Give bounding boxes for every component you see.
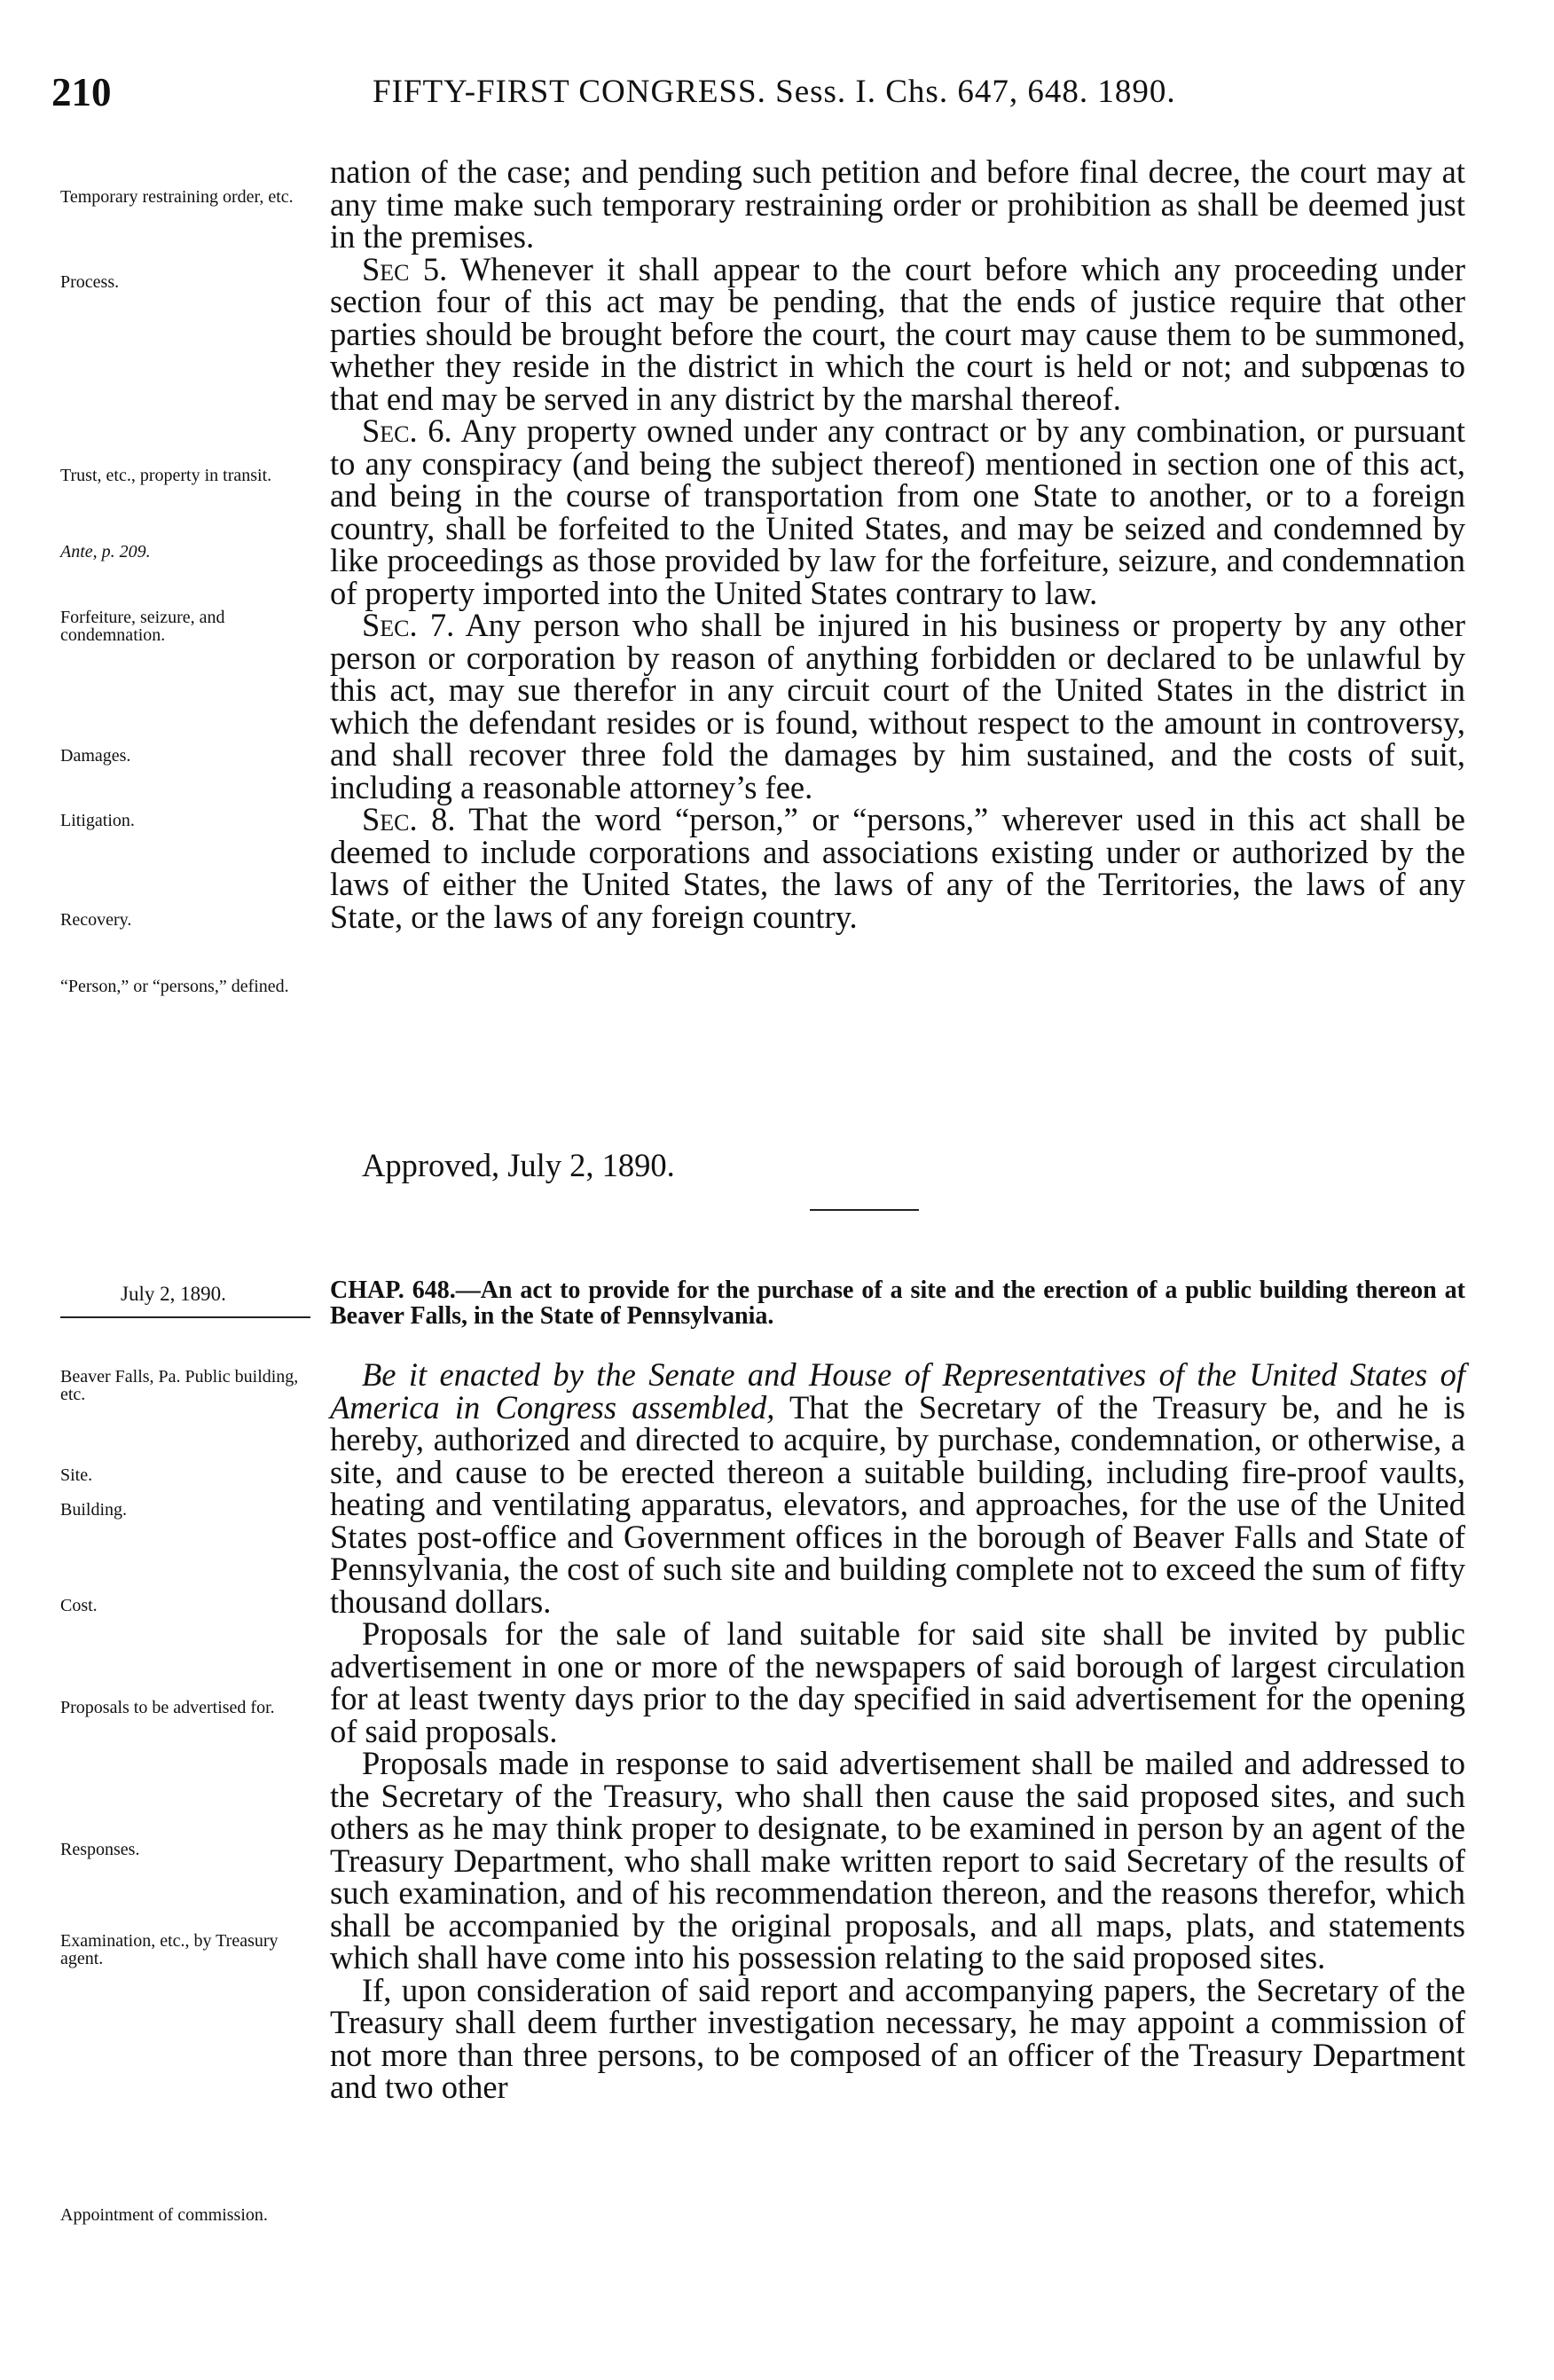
margin-note-examination: Examination, etc., by Treasury agent. [60, 1931, 279, 1968]
section-6-text: Any property owned under any contract or by any combination, or pursuant to any conspiracy (and being the subject thereof) mentioned in section one of this act, and being in the course of transportation from one State to another, or to a foreign country, shall be forfeited to the United States, and may be seized and condemned by like proceedings as those provided by law for the forfeiture, seizure, and condemnation of property imported into the United States contrary to law. [330, 412, 1465, 611]
responses-paragraph: Proposals made in response to said advertisement shall be mailed and addressed to the Secretary of the Treasury, who shall then cause the said proposed sites, and such others as he may think proper to designate, to be examined in person by an agent of the Treasury Department, who shall make written report to said Secretary of the results of such examination, and of his recommendation thereon, and the reasons therefor, which shall be accompanied by the original proposals, and all maps, plats, and statements which shall have come into his possession relating to the said proposed sites. [330, 1745, 1465, 1975]
enacting-text: That the Secretary of the Treasury be, and he is hereby, authorized and directed to acquire, by purchase, condemnation, or otherwise, a site, and cause to be erected thereon a suitable building, including fire-proof vaults, heating and ventilating apparatus, elevators, and approaches, for the use of the United States post-office and Government offices in the borough of Beaver Falls and State of Pennsylvania, the cost of such site and building complete not to exceed the sum of fifty thousand dollars. [330, 1388, 1465, 1620]
margin-note-litigation: Litigation. [60, 811, 135, 830]
proposals-paragraph: Proposals for the sale of land suitable for said site shall be invited by public advertisement in one or more of the newspapers of said borough of largest circulation for at least twenty days prior to the day specified in said advertisement for the opening of said proposals. [330, 1615, 1465, 1749]
running-head: FIFTY-FIRST CONGRESS. Sess. I. Chs. 647, 648. 1890. [373, 74, 1176, 110]
chapter-date-note: July 2, 1890. [121, 1283, 226, 1305]
section-8 [330, 801, 1465, 935]
margin-note-recovery: Recovery. [60, 910, 132, 930]
page-header [0, 69, 1554, 122]
margin-note-appointment: Appointment of commission. [60, 2205, 268, 2225]
enacting-paragraph [330, 1356, 1465, 1620]
chapter-648-title: CHAP. 648.—An act to provide for the purchase of a site and the erection of a public building thereon at Beaver Falls, in the State of Pennsylvania. [330, 1276, 1465, 1330]
section-7-label: Sec. 7. [362, 607, 455, 643]
chapter-648-body [330, 1356, 1465, 2105]
section-7 [330, 609, 1465, 804]
margin-note-person-defined: “Person,” or “persons,” defined. [60, 977, 289, 996]
approval-line: Approved, July 2, 1890. [362, 1147, 675, 1183]
margin-note-beaver-falls: Beaver Falls, Pa. Public building, etc. [60, 1367, 299, 1404]
section-divider-rule [810, 1209, 919, 1211]
date-underline-rule [60, 1316, 310, 1318]
section-5-label: Sec 5. [362, 250, 448, 287]
margin-note-site: Site. [60, 1465, 93, 1485]
section-8-label: Sec. 8. [362, 801, 456, 837]
enacting-clause: Be it enacted by the Senate and House of Representatives of the United States of America in Congress assembled, [330, 1356, 1465, 1426]
section-8-text: That the word “person,” or “persons,” wherever used in this act shall be deemed to include corporations and associations existing under or authorized by the laws of either the United States, the laws of any of the Territories, the laws of any State, or the laws of any foreign country. [330, 801, 1465, 935]
margin-note-temporary-restraining: Temporary restraining order, etc. [60, 187, 294, 207]
section-6-label: Sec. 6. [362, 412, 452, 449]
paragraph-continuation: nation of the case; and pending such petition and before final decree, the court may at any time make such temporary restraining order or prohibition as shall be deemed just in the premises. [330, 153, 1465, 255]
commission-paragraph: If, upon consideration of said report and accompanying papers, the Secretary of the Treasury shall deem further investigation necessary, he may appoint a commission of not more than three persons, to be composed of an officer of the Treasury Department and two other [330, 1971, 1465, 2105]
margin-note-process: Process. [60, 272, 120, 292]
margin-note-proposals: Proposals to be advertised for. [60, 1698, 275, 1717]
margin-note-ante: Ante, p. 209. [60, 542, 151, 562]
margin-note-trust-transit: Trust, etc., property in transit. [60, 466, 272, 485]
page-number: 210 [51, 70, 112, 114]
section-7-text: Any person who shall be injured in his business or property by any other person or corporation by reason of anything forbidden or declared to be unlawful by this act, may sue therefor in any circuit court of the United States in the district in which the defendant resides or is found, without respect to the amount in controversy, and shall recover three fold the damages by him sustained, and the costs of suit, including a reasonable attorney’s fee. [330, 607, 1465, 805]
section-6 [330, 412, 1465, 611]
margin-note-damages: Damages. [60, 746, 131, 766]
section-5 [330, 250, 1465, 417]
act-sections-body [330, 153, 1465, 935]
margin-note-forfeiture: Forfeiture, seizure, and condemnation. [60, 608, 225, 645]
margin-note-building: Building. [60, 1500, 128, 1520]
margin-note-responses: Responses. [60, 1840, 140, 1859]
section-5-text: Whenever it shall appear to the court before which any proceeding under section four of this act may be pending, that the ends of justice require that other parties should be brought before the court, the court may cause them to be summoned, whether they reside in the district in which the court is held or not; and subpœnas to that end may be served in any district by the marshal thereof. [330, 250, 1465, 417]
margin-note-cost: Cost. [60, 1596, 98, 1615]
